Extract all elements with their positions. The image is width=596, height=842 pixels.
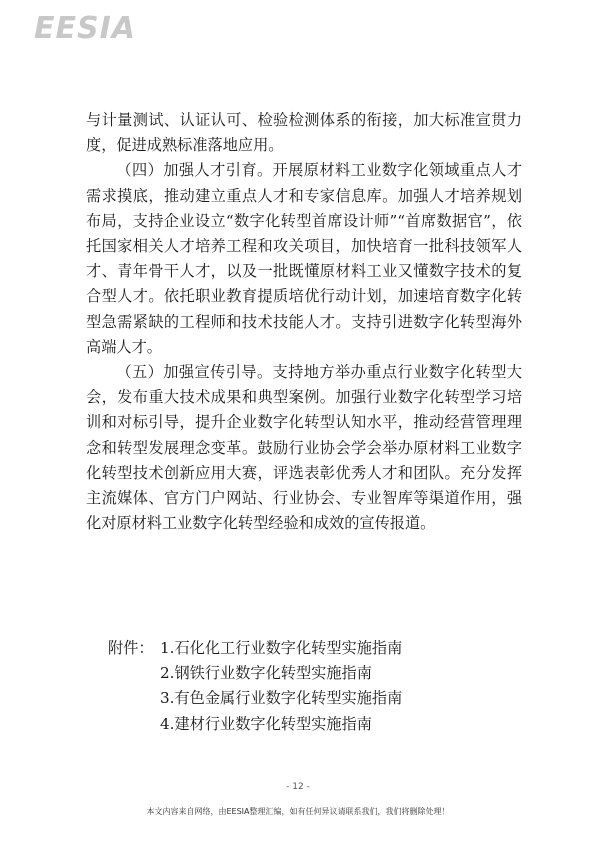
attachment-item: 1.石化化工行业数字化转型实施指南 [160,639,403,657]
paragraph-continuation: 与计量测试、认证认可、检验检测体系的衔接，加大标准宣贯力度，促进成熟标准落地应用。 [86,111,522,155]
eesia-logo: EESIA [34,11,136,46]
attachment-item: 2.钢铁行业数字化转型实施指南 [160,664,372,683]
attachments-list [108,636,402,737]
attachment-row [108,636,402,661]
attachments-label: 附件： [108,639,154,657]
footer-disclaimer: 本文内容来自网络，由EESIA整理汇编，如有任何异议请联系我们，我们将删除处理！ [146,807,450,816]
attachment-row [108,661,402,686]
attachment-row [108,712,402,737]
attachment-item: 4.建材行业数字化转型实施指南 [160,714,372,733]
attachment-row [108,686,402,711]
paragraph-talent: （四）加强人才引育。开展原材料工业数字化领域重点人才需求摸底，推动建立重点人才和专家信息库。加强人才培养规划布局，支持企业设立“数字化转型首席设计师”“首席数据官”，依托国家相关人才培养工程和攻关项目，加快培育一批科技领军人才、青年骨干人才，以及一批既懂原材料工业又懂数字技术的复合型人才。依托职业教育提质培优行动计划，加速培育数字化转型急需紧缺的工程师和技术技能人才。支持引进数字化转型海外高端人才。 [86,161,522,356]
page-number: - 12 - [286,782,310,792]
document-body [86,108,522,536]
attachment-item: 3.有色金属行业数字化转型实施指南 [160,689,403,708]
paragraph-publicity: （五）加强宣传引导。支持地方举办重点行业数字化转型大会，发布重大技术成果和典型案例。加强行业数字化转型学习培训和对标引导，提升企业数字化转型认知水平，推动经营管理理念和转型发展理念变革。鼓励行业协会学会举办原材料工业数字化转型技术创新应用大赛，评选表彰优秀人才和团队。充分发挥主流媒体、官方门户网站、行业协会、专业智库等渠道作用，强化对原材料工业数字化转型经验和成效的宣传报道。 [86,363,522,533]
